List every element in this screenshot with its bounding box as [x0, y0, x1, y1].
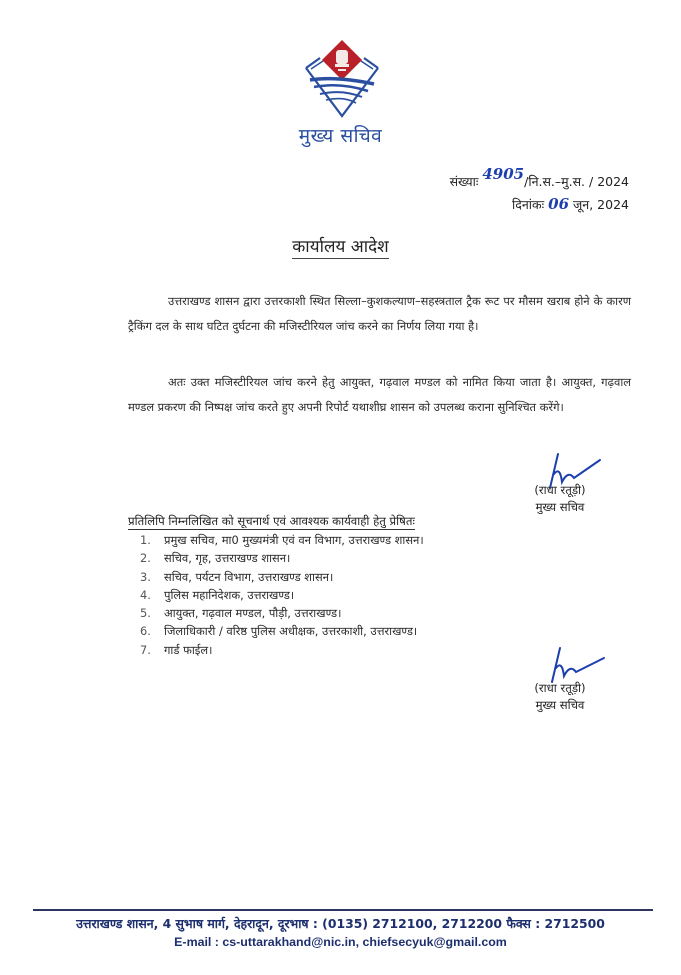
list-item [140, 531, 424, 549]
date-month-year: जून, 2024 [573, 197, 629, 212]
body-paragraph-1: उत्तराखण्ड शासन द्वारा उत्तरकाशी स्थित सिल्ला–कुशकल्याण–सहस्त्रताल ट्रैक रूट पर मौसम खराब होने के कारण ट्रैकिंग दल के साथ घटित दुर्घटना की मजिस्टीरियल जांच करने का निर्णय लिया गया है। [128, 294, 631, 334]
signatory-designation: मुख्य सचिव [535, 698, 585, 712]
reference-number [449, 165, 629, 193]
list-item [140, 586, 424, 604]
footer-address: उत्तराखण्ड शासन, 4 सुभाष मार्ग, देहरादून, दूरभाष : (0135) 2712100, 2712200 फैक्स : 2712500 [76, 916, 605, 931]
list-number: 4. [140, 587, 151, 602]
signatory-designation: मुख्य सचिव [535, 500, 585, 514]
body-paragraph-2: अतः उक्त मजिस्टीरियल जांच करने हेतु आयुक्त, गढ़वाल मण्डल को नामित किया जाता है। आयुक्त, गढ़वाल मण्डल प्रकरण की निष्पक्ष जांच करते हुए अपनी रिपोर्ट यथाशीघ्र शासन को उपलब्ध कराना सुनिश्चित करेंगे। [128, 375, 631, 415]
list-number: 7. [140, 642, 151, 657]
signatory-name: (राधा रतूड़ी) [534, 483, 586, 497]
list-item [140, 641, 424, 659]
list-text: सचिव, गृह, उत्तराखण्ड शासन। [164, 551, 291, 566]
date-label: दिनांकः [511, 197, 545, 212]
list-text: गार्ड फाईल। [164, 642, 213, 657]
footer-divider [33, 909, 653, 911]
reference-date [450, 193, 629, 216]
document-title-text: कार्यालय आदेश [292, 237, 389, 257]
list-text: आयुक्त, गढ़वाल मण्डल, पौड़ी, उत्तराखण्ड। [164, 606, 342, 621]
list-item [140, 622, 424, 640]
list-number: 6. [140, 624, 151, 639]
list-item [140, 549, 424, 567]
list-number: 5. [140, 606, 151, 621]
signatory-name: (राधा रतूड़ी) [534, 681, 586, 695]
uttarakhand-emblem-icon [296, 38, 388, 120]
list-item [140, 568, 424, 586]
list-text: पुलिस महानिदेशक, उत्तराखण्ड। [164, 587, 295, 602]
signatory-block-1 [510, 482, 610, 516]
copy-to-heading: प्रतिलिपि निम्नलिखित को सूचनार्थ एवं आवश्यक कार्यवाही हेतु प्रेषितः [128, 514, 415, 528]
copy-to-list [140, 531, 424, 659]
list-text: सचिव, पर्यटन विभाग, उत्तराखण्ड शासन। [164, 569, 334, 584]
signatory-block-2 [510, 680, 610, 714]
office-title: मुख्य सचिव [298, 125, 383, 147]
list-number: 3. [140, 569, 151, 584]
handwritten-number: 4905 [482, 165, 525, 183]
list-number: 2. [140, 551, 151, 566]
number-label: संख्याः [449, 174, 479, 189]
reference-block [449, 165, 629, 216]
document-title [0, 234, 681, 257]
footer-email: E-mail : cs-uttarakhand@nic.in, chiefsecyuk@gmail.com [174, 935, 507, 949]
list-number: 1. [140, 533, 151, 547]
list-item [140, 604, 424, 622]
handwritten-date-day: 06 [548, 195, 570, 213]
number-suffix: /नि.स.–मु.स. / 2024 [524, 174, 629, 189]
list-text: प्रमुख सचिव, मा0 मुख्यमंत्री एवं वन विभाग, उत्तराखण्ड शासन। [164, 533, 424, 547]
list-text: जिलाधिकारी / वरिष्ठ पुलिस अधीक्षक, उत्तरकाशी, उत्तराखण्ड। [164, 624, 418, 639]
